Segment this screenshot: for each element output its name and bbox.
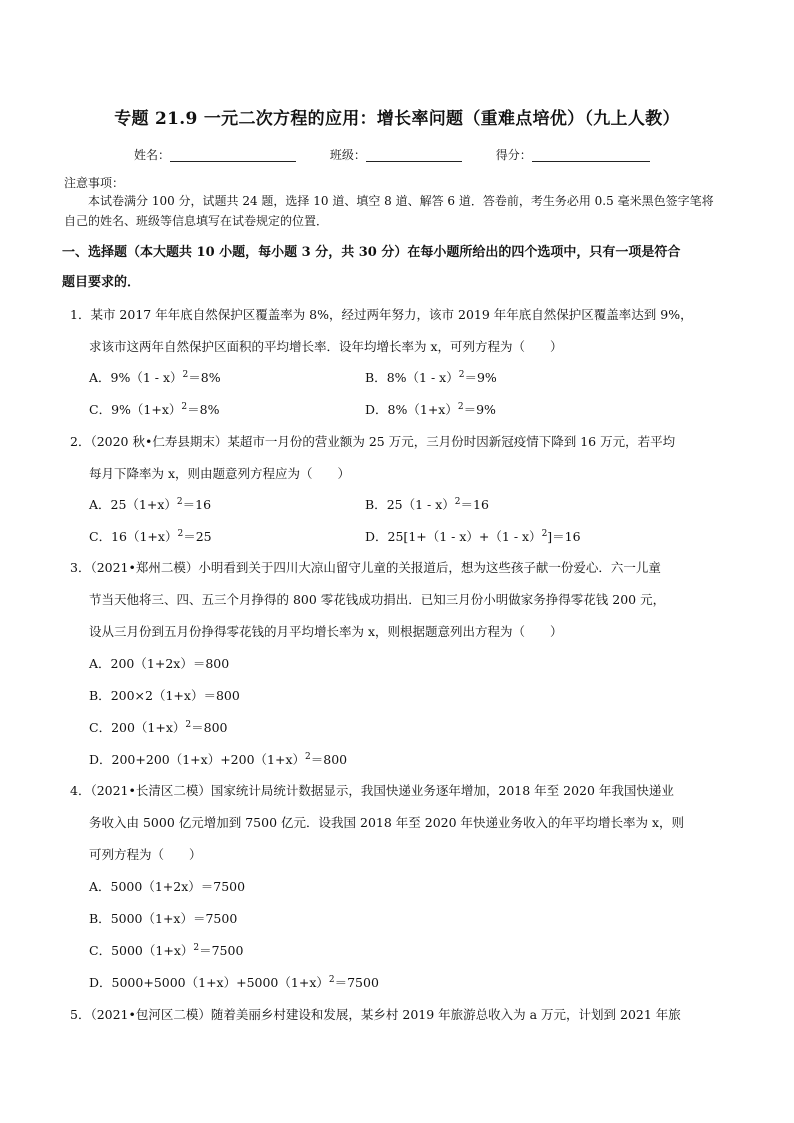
option-label: C． — [89, 402, 112, 417]
option-label: B． — [365, 370, 387, 385]
question-line: 5．（2021•包河区二模）随着美丽乡村建设和发展，某乡村 2019 年旅游总收入为 a 万元，计划到 2021 年旅 — [70, 1007, 681, 1022]
option-expr: 25（1+x） — [110, 497, 177, 512]
option-rest: ＝8% — [188, 370, 221, 385]
option-a[interactable] — [89, 654, 229, 672]
question-line: 求该市这两年自然保护区面积的平均增长率．设年均增长率为 x，可列方程为（ ） — [89, 339, 563, 354]
question-3 — [70, 558, 750, 642]
question-line: 可列方程为（ ） — [89, 847, 202, 862]
option-label: B． — [365, 497, 387, 512]
question-line: 3．（2021•郑州二模）小明看到关于四川大凉山留守儿童的关报道后，想为这些孩子献一份爱心．六一儿童 — [70, 560, 661, 575]
option-label: D． — [365, 529, 388, 544]
option-expr: 8%（1 - x） — [386, 370, 459, 385]
option-label: A． — [89, 497, 111, 512]
section-line-1: 一、选择题（本大题共 10 小题，每小题 3 分，共 30 分）在每小题所给出的四个选项中，只有一项是符合 — [62, 245, 681, 260]
option-label: C． — [89, 529, 112, 544]
option-c[interactable] — [89, 941, 243, 959]
option-label: C． — [89, 720, 112, 735]
section-line-2: 题目要求的． — [62, 275, 141, 290]
option-label: A． — [89, 370, 111, 385]
document-title: 专题 21.9 一元二次方程的应用：增长率问题（重难点培优）（九上人教） — [114, 109, 680, 129]
option-expr: 25[1+（1 - x）+（1 - x） — [387, 529, 542, 544]
option-expr: 16（1+x） — [111, 529, 178, 544]
option-d[interactable] — [365, 527, 581, 545]
option-c[interactable] — [89, 400, 219, 418]
question-line: 4．（2021•长清区二模）国家统计局统计数据显示，我国快递业务逐年增加，2018 年至 2020 年我国快递业 — [70, 783, 674, 798]
option-expr: 8%（1+x） — [387, 402, 458, 417]
option-expr: 25（1 - x） — [386, 497, 455, 512]
option-b[interactable] — [89, 909, 237, 927]
score-field — [496, 146, 650, 163]
option-b[interactable] — [365, 495, 489, 513]
question-1 — [70, 305, 750, 357]
exponent: 2 — [182, 370, 189, 380]
option-expr: 5000（1+x） — [111, 943, 194, 958]
exponent: 2 — [305, 752, 311, 762]
option-label: B． — [89, 688, 111, 703]
question-line: 务收入由 5000 亿元增加到 7500 亿元．设我国 2018 年至 2020 年快递业务收入的年平均增长率为 x，则 — [89, 815, 685, 830]
exponent: 2 — [458, 370, 465, 380]
exponent: 2 — [181, 402, 188, 412]
question-4 — [70, 781, 750, 865]
exponent: 2 — [454, 497, 461, 507]
option-c[interactable] — [89, 718, 228, 736]
section-heading — [62, 238, 742, 298]
option-a[interactable] — [89, 495, 211, 513]
option-rest: ＝25 — [183, 529, 212, 544]
option-label: D． — [365, 402, 388, 417]
class-field — [330, 146, 462, 163]
score-label: 得分： — [495, 148, 532, 162]
option-label: A． — [89, 656, 111, 671]
option-expr: 9%（1 - x） — [110, 370, 183, 385]
option-rest: ＝800 — [191, 720, 228, 735]
option-c[interactable] — [89, 527, 212, 545]
exponent: 2 — [541, 529, 548, 539]
exponent: 2 — [457, 402, 464, 412]
option-rest: ＝16 — [182, 497, 212, 512]
notice-heading: 注意事项： — [64, 176, 125, 190]
option-expr: 200+200（1+x）+200（1+x） — [111, 752, 306, 767]
option-rest: ＝9% — [463, 402, 496, 417]
option-expr: 200×2（1+x）＝800 — [110, 688, 240, 703]
option-rest: ＝800 — [310, 752, 348, 767]
option-b[interactable] — [365, 368, 497, 386]
question-line: 设从三月份到五月份挣得零花钱的月平均增长率为 x，则根据题意列出方程为（ ） — [89, 624, 563, 639]
option-rest: ＝16 — [460, 497, 489, 512]
option-label: B． — [89, 911, 111, 926]
exponent: 2 — [177, 529, 184, 539]
option-a[interactable] — [89, 368, 221, 386]
exponent: 2 — [328, 975, 335, 985]
exponent: 2 — [176, 497, 183, 507]
class-label: 班级： — [329, 148, 366, 162]
score-blank[interactable] — [532, 149, 650, 162]
option-expr: 5000（1+x）＝7500 — [110, 911, 238, 926]
option-label: D． — [89, 752, 112, 767]
option-label: A． — [89, 879, 111, 894]
question-2 — [70, 432, 750, 484]
option-d[interactable] — [89, 973, 379, 991]
name-blank[interactable] — [170, 149, 296, 162]
option-label: C． — [89, 943, 112, 958]
student-info-row — [134, 146, 680, 163]
class-blank[interactable] — [366, 149, 462, 162]
option-a[interactable] — [89, 877, 245, 895]
option-d[interactable] — [89, 750, 347, 768]
exponent: 2 — [185, 720, 192, 730]
option-rest: ＝7500 — [199, 943, 244, 958]
option-rest: ＝9% — [464, 370, 497, 385]
option-expr: 200（1+x） — [111, 720, 186, 735]
option-rest: ＝8% — [187, 402, 220, 417]
option-expr: 5000（1+2x）＝7500 — [110, 879, 246, 894]
option-expr: 9%（1+x） — [111, 402, 182, 417]
notice-body: 本试卷满分 100 分，试题共 24 题，选择 10 道、填空 8 道、解答 6 道．答卷前，考生务必用 0.5 毫米黑色签字笔将自己的姓名、班级等信息填写在试卷规定的位置． — [64, 194, 714, 228]
option-label: D． — [89, 975, 112, 990]
name-field — [134, 146, 296, 163]
question-line: 1．某市 2017 年年底自然保护区覆盖率为 8%，经过两年努力，该市 2019 年年底自然保护区覆盖率达到 9%， — [70, 307, 693, 322]
option-rest: ＝7500 — [334, 975, 379, 990]
question-line: 节当天他将三、四、五三个月挣得的 800 零花钱成功捐出．已知三月份小明做家务挣得零花钱 200 元， — [89, 592, 666, 607]
name-label: 姓名： — [134, 148, 171, 162]
option-expr: 5000+5000（1+x）+5000（1+x） — [111, 975, 329, 990]
exponent: 2 — [193, 943, 200, 953]
option-rest: ]＝16 — [547, 529, 581, 544]
question-line: 每月下降率为 x，则由题意列方程应为（ ） — [89, 466, 351, 481]
option-d[interactable] — [365, 400, 496, 418]
option-b[interactable] — [89, 686, 240, 704]
question-line: 2．（2020 秋•仁寿县期末）某超市一月份的营业额为 25 万元，三月份时因新冠疫情下降到 16 万元，若平均 — [70, 434, 676, 449]
option-expr: 200（1+2x）＝800 — [110, 656, 230, 671]
question-5 — [70, 1005, 750, 1025]
